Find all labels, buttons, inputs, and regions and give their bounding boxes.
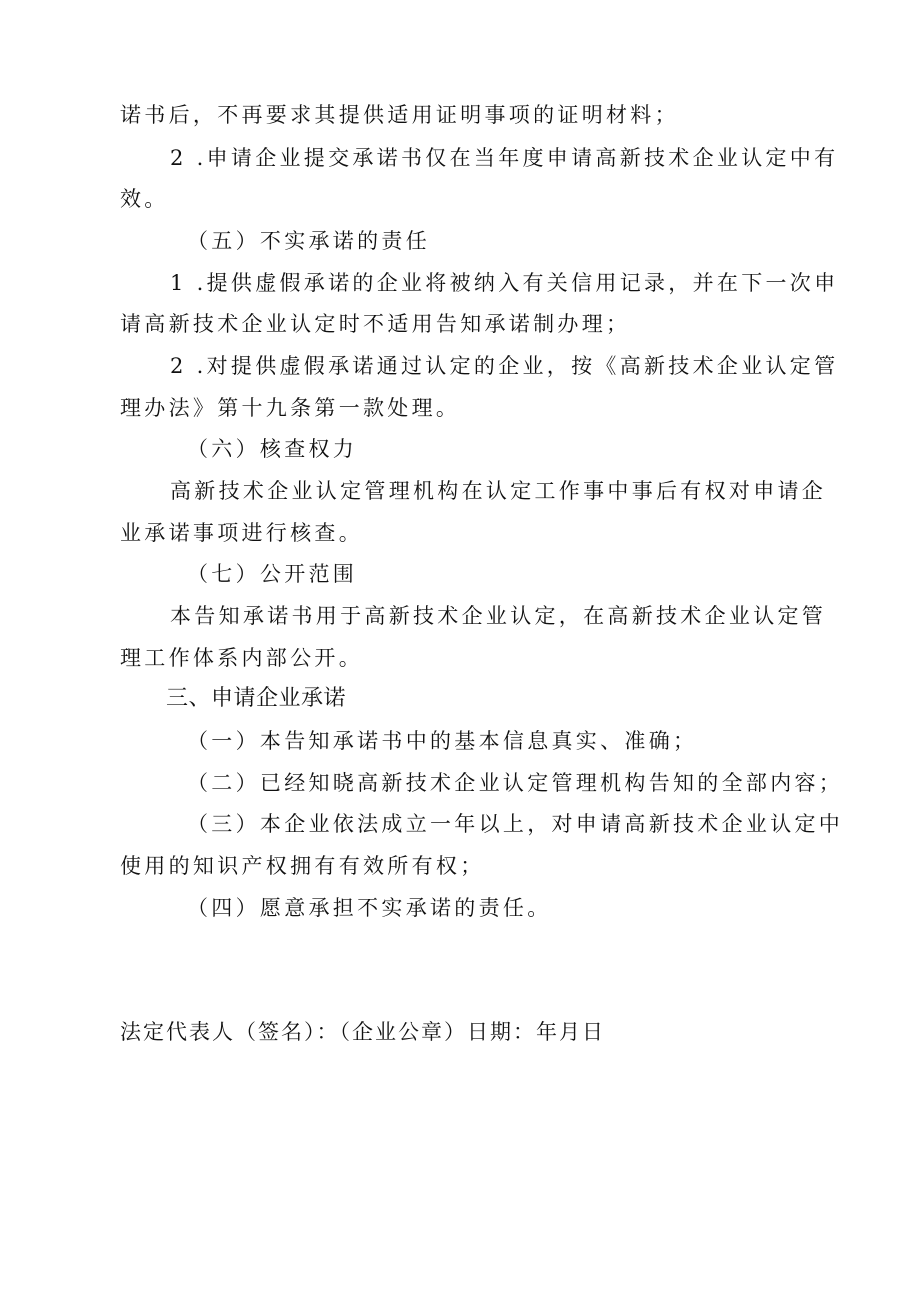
section-heading: （六）核查权力 bbox=[187, 437, 358, 461]
paragraph-line: 请高新技术企业认定时不适用告知承诺制办理； bbox=[120, 312, 631, 336]
paragraph-line: 业承诺事项进行核查。 bbox=[120, 521, 363, 545]
paragraph-line: 效。 bbox=[120, 187, 169, 211]
paragraph-line: 诺书后，不再要求其提供适用证明事项的证明材料； bbox=[120, 103, 679, 127]
paragraph-line: 高新技术企业认定管理机构在认定工作事中事后有权对申请企 bbox=[170, 479, 827, 503]
paragraph-line: 本告知承诺书用于高新技术企业认定，在高新技术企业认定管 bbox=[170, 604, 827, 628]
paragraph-line: 1 .提供虚假承诺的企业将被纳入有关信用记录，并在下一次申 bbox=[170, 271, 839, 295]
section-heading: （五）不实承诺的责任 bbox=[187, 229, 430, 253]
paragraph-line: 理办法》第十九条第一款处理。 bbox=[120, 396, 461, 420]
commitment-item: （二）已经知晓高新技术企业认定管理机构告知的全部内容； bbox=[187, 771, 844, 795]
chapter-heading: 三、申请企业承诺 bbox=[166, 686, 347, 711]
paragraph-line: 使用的知识产权拥有有效所有权； bbox=[120, 854, 485, 878]
commitment-item: （一）本告知承诺书中的基本信息真实、准确； bbox=[187, 729, 698, 753]
paragraph-line: 2 .对提供虚假承诺通过认定的企业，按《高新技术企业认定管 bbox=[170, 354, 839, 378]
signature-line: 法定代表人（签名）：（企业公章）日期：年月日 bbox=[120, 1020, 605, 1044]
paragraph-line: 2 .申请企业提交承诺书仅在当年度申请高新技术企业认定中有 bbox=[170, 146, 839, 170]
commitment-item: （三）本企业依法成立一年以上，对申请高新技术企业认定中 bbox=[187, 812, 844, 836]
commitment-item: （四）愿意承担不实承诺的责任。 bbox=[187, 896, 552, 920]
section-heading: （七）公开范围 bbox=[187, 562, 358, 586]
paragraph-line: 理工作体系内部公开。 bbox=[120, 646, 363, 670]
